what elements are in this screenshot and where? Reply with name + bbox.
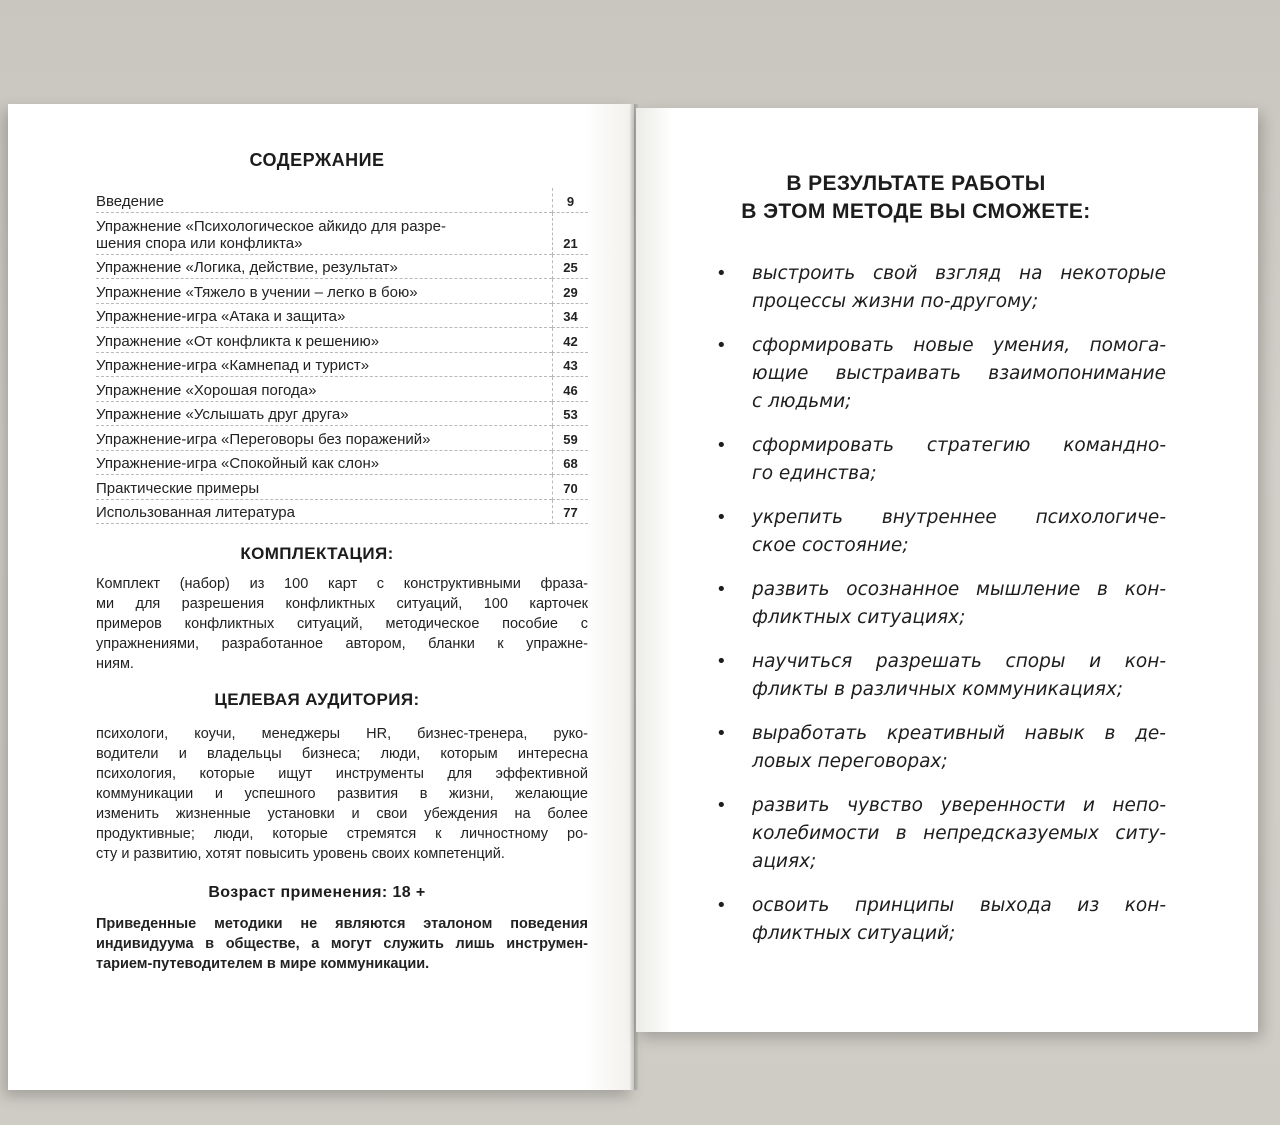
toc-entry-label <box>96 504 552 524</box>
toc-entry-page-number: 43 <box>552 353 588 378</box>
toc-entry <box>96 304 588 329</box>
toc-entry-page-number: 46 <box>552 377 588 402</box>
toc-entry-label <box>96 193 552 213</box>
bullet-point-icon: • <box>716 507 727 528</box>
results-title-line: В ЭТОМ МЕТОДЕ ВЫ СМОЖЕТЕ: <box>741 200 1091 223</box>
toc-entry <box>96 188 588 213</box>
result-bullet-line: выстроить свой взгляд на некоторые <box>752 263 1166 284</box>
toc-entry-line: Упражнение-игра «Спокойный как слон» <box>96 455 380 472</box>
toc-entry-page-number: 25 <box>552 255 588 280</box>
toc-title: СОДЕРЖАНИЕ <box>249 150 385 170</box>
kit-description <box>96 574 588 674</box>
result-bullet-item <box>706 504 1166 560</box>
right-page <box>636 108 1258 1032</box>
toc-entry-label <box>96 455 552 475</box>
toc-entry-label <box>96 357 552 377</box>
toc-entry <box>96 402 588 427</box>
results-list <box>706 260 1166 964</box>
bullet-point-icon: • <box>716 263 727 284</box>
toc-entry-page-number: 59 <box>552 426 588 451</box>
kit-line: ниям. <box>96 656 134 672</box>
audience-line: психологи, коучи, менеджеры HR, бизнес-тренера, руко- <box>96 726 588 742</box>
disclaimer-line: Приведенные методики не являются эталоном поведения <box>96 916 588 932</box>
result-bullet-line: процессы жизни по-другому; <box>752 291 1039 312</box>
bullet-point-icon: • <box>716 651 727 672</box>
bullet-point-icon: • <box>716 895 727 916</box>
toc-entry <box>96 500 588 525</box>
audience-line: психология, которые ищут инструменты для эффективной <box>96 766 588 782</box>
toc-entry-page-number: 21 <box>552 213 588 255</box>
result-bullet-line: развить осознанное мышление в кон- <box>752 579 1166 600</box>
toc-entry-line: Упражнение «Услышать друг друга» <box>96 406 349 423</box>
toc-entry-label <box>96 333 552 353</box>
audience-line: продуктивные; люди, которые стремятся к личностному ро- <box>96 826 588 842</box>
toc-entry-line: Упражнение-игра «Переговоры без поражений» <box>96 430 431 448</box>
result-bullet-line: сформировать новые умения, помога- <box>752 335 1166 356</box>
results-title-line: В РЕЗУЛЬТАТЕ РАБОТЫ <box>786 172 1046 195</box>
result-bullet-line: колебимости в непредсказуемых ситу- <box>752 823 1166 844</box>
toc-entry <box>96 213 588 255</box>
disclaimer-line: тарием-путеводителем в мире коммуникации. <box>96 956 430 972</box>
toc-entry <box>96 475 588 500</box>
result-bullet-line: ловых переговорах; <box>752 751 948 772</box>
toc-entry-label <box>96 284 552 304</box>
bullet-point-icon: • <box>716 795 727 816</box>
toc-entry-label <box>96 406 552 426</box>
toc-entry <box>96 328 588 353</box>
toc-entry-page-number: 77 <box>552 500 588 525</box>
result-bullet-line: фликтных ситуаций; <box>752 923 956 944</box>
toc-entry <box>96 279 588 304</box>
kit-title: КОМПЛЕКТАЦИЯ: <box>240 544 394 563</box>
toc-entry-page-number: 70 <box>552 475 588 500</box>
result-bullet-item <box>706 260 1166 316</box>
toc-entry-page-number: 42 <box>552 328 588 353</box>
result-bullet-line: го единства; <box>752 463 877 484</box>
toc-entry-page-number: 53 <box>552 402 588 427</box>
toc-entry-line: Упражнение «Тяжело в учении – легко в бою» <box>96 283 418 301</box>
toc-entry-page-number: 34 <box>552 304 588 329</box>
toc-entry-line: Упражнение «Логика, действие, результат» <box>96 259 398 276</box>
result-bullet-line: с людьми; <box>752 391 852 412</box>
kit-line: ми для разрешения конфликтных ситуаций, 100 карточек <box>96 596 588 612</box>
toc-entry-page-number: 9 <box>552 188 588 213</box>
result-bullet-line: укрепить внутреннее психологиче- <box>752 507 1166 528</box>
result-bullet-item <box>706 720 1166 776</box>
result-bullet-item <box>706 332 1166 416</box>
toc-entry <box>96 255 588 280</box>
toc-entry-line: Упражнение-игра «Камнепад и турист» <box>96 357 370 374</box>
result-bullet-line: научиться разрешать споры и кон- <box>752 651 1166 672</box>
result-bullet-item <box>706 892 1166 948</box>
result-bullet-line: ющие выстраивать взаимопонимание <box>752 363 1166 384</box>
kit-line: примеров конфликтных ситуаций, методическое пособие с <box>96 616 588 632</box>
toc-entry-line: Введение <box>96 192 164 210</box>
result-bullet-item <box>706 432 1166 488</box>
toc-entry-label <box>96 480 552 500</box>
result-bullet-line: освоить принципы выхода из кон- <box>752 895 1166 916</box>
age-title: Возраст применения: 18 + <box>208 884 426 901</box>
result-bullet-line: развить чувство уверенности и непо- <box>752 795 1166 816</box>
result-bullet-item <box>706 792 1166 876</box>
toc-entry-line: Упражнение «Психологическое айкидо для разре- <box>96 217 446 235</box>
result-bullet-line: фликтных ситуациях; <box>752 607 966 628</box>
bullet-point-icon: • <box>716 435 727 456</box>
left-page <box>8 104 634 1090</box>
audience-line: сту и развитию, хотят повысить уровень своих компетенций. <box>96 846 505 862</box>
toc-entry-line: Использованная литература <box>96 504 295 521</box>
toc-entry <box>96 451 588 476</box>
toc-entry-label <box>96 308 552 328</box>
disclaimer-line: индивидуума в обществе, а могут служить лишь инструмен- <box>96 936 588 952</box>
kit-line: Комплект (набор) из 100 карт с конструктивными фраза- <box>96 576 588 592</box>
audience-title: ЦЕЛЕВАЯ АУДИТОРИЯ: <box>214 690 420 709</box>
toc-entry-line: Упражнение «От конфликта к решению» <box>96 332 380 350</box>
result-bullet-line: ское состояние; <box>752 535 909 556</box>
audience-description <box>96 724 588 864</box>
result-bullet-line: ациях; <box>752 851 817 872</box>
result-bullet-line: выработать креативный навык в де- <box>752 723 1166 744</box>
toc-entry <box>96 426 588 451</box>
audience-line: водители и владельцы бизнеса; люди, которым интересна <box>96 746 588 762</box>
toc-entry-label <box>96 431 552 451</box>
toc-entry-line: шения спора или конфликта» <box>96 234 303 252</box>
disclaimer <box>96 914 588 974</box>
toc-entry-line: Упражнение «Хорошая погода» <box>96 381 317 399</box>
result-bullet-item <box>706 576 1166 632</box>
table-of-contents <box>96 188 588 524</box>
toc-entry-line: Практические примеры <box>96 479 260 497</box>
audience-line: коммуникации и успешного развития в жизни, желающие <box>96 786 588 802</box>
bullet-point-icon: • <box>716 335 727 356</box>
result-bullet-line: сформировать стратегию командно- <box>752 435 1166 456</box>
toc-entry <box>96 353 588 378</box>
toc-entry-page-number: 68 <box>552 451 588 476</box>
results-title <box>636 170 1196 226</box>
toc-entry-label <box>96 259 552 279</box>
kit-line: упражнениями, разработанное автором, бланки к упражне- <box>96 636 588 652</box>
toc-entry-page-number: 29 <box>552 279 588 304</box>
result-bullet-item <box>706 648 1166 704</box>
toc-entry-line: Упражнение-игра «Атака и защита» <box>96 308 346 325</box>
toc-entry-label <box>96 382 552 402</box>
bullet-point-icon: • <box>716 723 727 744</box>
toc-entry-label <box>96 218 552 255</box>
result-bullet-line: фликты в различных коммуникациях; <box>752 679 1124 700</box>
toc-entry <box>96 377 588 402</box>
audience-line: изменить жизненные установки и свои убеждения на более <box>96 806 588 822</box>
bullet-point-icon: • <box>716 579 727 600</box>
